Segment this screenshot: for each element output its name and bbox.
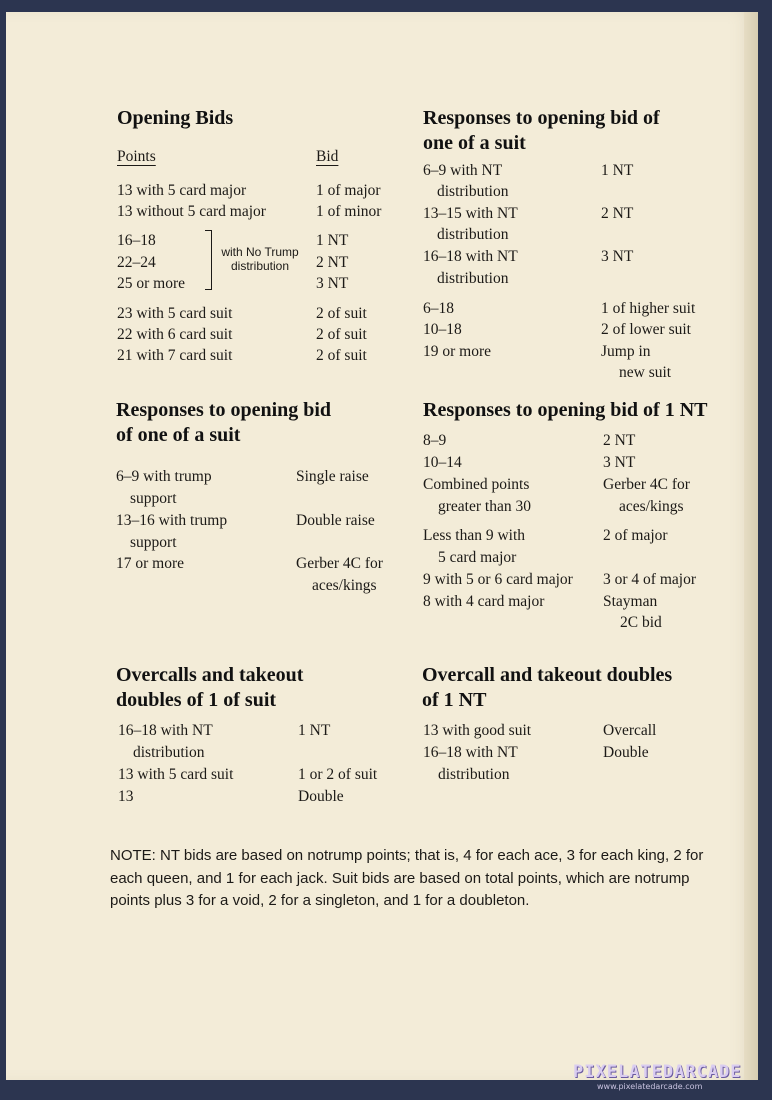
resp-left-cond-2: 17 or more (116, 555, 185, 572)
resp-left-cond-0: 6–9 with trump (116, 468, 212, 485)
nt-note-line2: distribution (230, 259, 290, 273)
opening-bid-0: 1 of major (316, 182, 381, 199)
overcall-suit-bid-0: 1 NT (298, 722, 331, 739)
nt-note-line1: with No Trump (221, 245, 299, 259)
opening-bid-2: 1 NT (316, 232, 349, 249)
resp-right-bid2-5: new suit (619, 364, 672, 381)
opening-points-2: 16–18 (117, 232, 156, 249)
opening-bids-title: Opening Bids (117, 107, 234, 129)
resp-left-bid-0: Single raise (296, 468, 369, 485)
opening-points-5: 23 with 5 card suit (117, 305, 233, 322)
resp-left-cond-1: 13–16 with trump (116, 512, 228, 529)
nt-distribution-note (215, 245, 305, 273)
opening-points-3: 22–24 (117, 254, 156, 271)
overcall-suit-bid-1: 1 or 2 of suit (298, 766, 378, 783)
opening-bid-7: 2 of suit (316, 347, 367, 364)
resp-nt-title: Responses to opening bid of 1 NT (423, 399, 708, 421)
resp-nt-cond-1: 10–14 (423, 454, 462, 471)
resp-nt-bid2-2: aces/kings (619, 498, 684, 515)
overcall-nt-cond2-1: distribution (438, 766, 510, 783)
resp-nt-cond2-2: greater than 30 (438, 498, 531, 515)
resp-right-bid-3: 1 of higher suit (601, 300, 696, 317)
resp-suit-right-title-1: Responses to opening bid of (423, 107, 660, 129)
resp-suit-right-title-2: one of a suit (423, 132, 526, 154)
opening-bid-1: 1 of minor (316, 203, 382, 220)
resp-nt-bid-2: Gerber 4C for (603, 476, 690, 493)
overcall-suit-cond2-0: distribution (133, 744, 205, 761)
overcall-nt-cond-1: 16–18 with NT (423, 744, 518, 761)
opening-points-7: 21 with 7 card suit (117, 347, 233, 364)
resp-right-cond-3: 6–18 (423, 300, 454, 317)
overcalls-nt-title-1: Overcall and takeout doubles (422, 664, 673, 686)
resp-right-cond-4: 10–18 (423, 321, 462, 338)
resp-nt-bid-3: 2 of major (603, 527, 668, 544)
resp-right-cond-1: 13–15 with NT (423, 205, 518, 222)
opening-points-4: 25 or more (117, 275, 186, 292)
opening-bid-3: 2 NT (316, 254, 349, 271)
resp-right-bid-5: Jump in (601, 343, 651, 360)
resp-nt-bid-0: 2 NT (603, 432, 636, 449)
resp-right-bid-1: 2 NT (601, 205, 634, 222)
resp-right-bid-0: 1 NT (601, 162, 634, 179)
resp-right-cond2-0: distribution (437, 183, 509, 200)
resp-left-cond2-1: support (130, 534, 177, 551)
overcall-nt-bid-0: Overcall (603, 722, 657, 739)
col-points-header: Points (117, 148, 156, 165)
resp-nt-cond-0: 8–9 (423, 432, 447, 449)
resp-left-bid2-2: aces/kings (312, 577, 377, 594)
nt-bracket (205, 230, 212, 290)
overcall-suit-cond-1: 13 with 5 card suit (118, 766, 234, 783)
opening-points-0: 13 with 5 card major (117, 182, 247, 199)
col-bid-header: Bid (316, 148, 339, 165)
resp-suit-left-title-1: Responses to opening bid (116, 399, 332, 421)
resp-nt-bid-5: Stayman (603, 593, 658, 610)
opening-bid-6: 2 of suit (316, 326, 367, 343)
resp-nt-cond-5: 8 with 4 card major (423, 593, 545, 610)
page-spine (744, 12, 758, 1080)
resp-left-cond2-0: support (130, 490, 177, 507)
resp-nt-cond-4: 9 with 5 or 6 card major (423, 571, 573, 588)
resp-nt-cond2-3: 5 card major (438, 549, 517, 566)
resp-right-cond2-1: distribution (437, 226, 509, 243)
opening-bid-5: 2 of suit (316, 305, 367, 322)
overcalls-suit-title-1: Overcalls and takeout (116, 664, 304, 686)
resp-nt-bid2-5: 2C bid (620, 614, 662, 631)
resp-right-bid-4: 2 of lower suit (601, 321, 691, 338)
opening-bid-4: 3 NT (316, 275, 349, 292)
resp-suit-left-title-2: of one of a suit (116, 424, 241, 446)
resp-right-cond-2: 16–18 with NT (423, 248, 518, 265)
resp-right-cond-5: 19 or more (423, 343, 492, 360)
overcalls-suit-title-2: doubles of 1 of suit (116, 689, 277, 711)
overcalls-nt-title-2: of 1 NT (422, 689, 487, 711)
resp-nt-cond-3: Less than 9 with (423, 527, 526, 544)
resp-right-bid-2: 3 NT (601, 248, 634, 265)
resp-left-bid-1: Double raise (296, 512, 375, 529)
resp-nt-bid-4: 3 or 4 of major (603, 571, 696, 588)
resp-right-cond2-2: distribution (437, 270, 509, 287)
resp-left-bid-2: Gerber 4C for (296, 555, 383, 572)
resp-right-cond-0: 6–9 with NT (423, 162, 503, 179)
pixelatedarcade-watermark: PIXELATEDARCADE (573, 1062, 742, 1082)
overcall-nt-bid-1: Double (603, 744, 649, 761)
overcall-suit-bid-2: Double (298, 788, 344, 805)
opening-points-6: 22 with 6 card suit (117, 326, 233, 343)
overcall-nt-cond-0: 13 with good suit (423, 722, 532, 739)
watermark-url: www.pixelatedarcade.com (597, 1082, 703, 1091)
opening-points-1: 13 without 5 card major (117, 203, 266, 220)
overcall-suit-cond-0: 16–18 with NT (118, 722, 213, 739)
overcall-suit-cond-2: 13 (118, 788, 134, 805)
resp-nt-cond-2: Combined points (423, 476, 530, 493)
scoring-note: NOTE: NT bids are based on notrump points; that is, 4 for each ace, 3 for each king, 2 for each queen, and 1 for each jack. Suit bids are based on total points, which are notrump points plus 3 for a void, 2 for a singleton, and 1 for a doubleton. (110, 847, 704, 909)
resp-nt-bid-1: 3 NT (603, 454, 636, 471)
